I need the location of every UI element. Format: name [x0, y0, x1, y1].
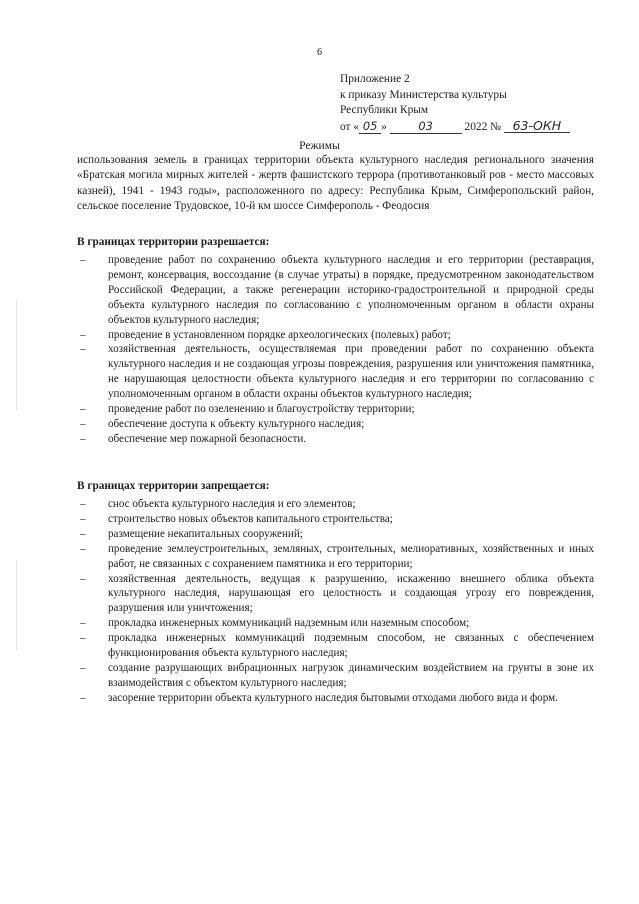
order-number-handwritten: 63-ОКН	[504, 119, 570, 133]
list-marker: –	[80, 512, 86, 525]
list-item: – проведение в установленном порядке археологических (полевых) работ;	[80, 328, 451, 341]
page-number: 6	[317, 47, 322, 58]
prohibited-list	[77, 497, 594, 706]
list-marker: –	[80, 661, 86, 674]
list-marker: –	[80, 527, 86, 540]
date-month-handwritten: 03	[390, 120, 462, 134]
appendix-region: Республики Крым	[340, 104, 429, 116]
date-prefix: от «	[340, 120, 360, 133]
appendix-order-ref: к приказу Министерства культуры	[340, 88, 507, 101]
list-item: – прокладка инженерных коммуникаций подземным способом, не связанных с обеспечением функционирования объекта культурного наследия;	[80, 632, 594, 660]
intro-paragraph: использования земель в границах территории объекта культурного наследия регионального значения «Братская могила мирных жителей - жертв фашистского террора (противотанковый ров - место массовых казней), 1941 - 1943 годы», расположенного по адресу: Республика Крым, Симферопольский район, сельское поселение Трудовское, 10-й км шоссе Симферополь - Феодосия	[77, 154, 594, 212]
list-item: – хозяйственная деятельность, осуществляемая при проведении работ по сохранению объекта культурного наследия и не создающая угрозы повреждения, разрушения или уничтожения памятника, не нарушающая целостности объекта культурного наследия и его территории по согласованию с уполномоченным органом в области охраны объектов культурного наследия;	[80, 343, 594, 401]
list-item: – обеспечение мер пожарной безопасности.	[80, 432, 307, 445]
list-marker: –	[80, 254, 86, 266]
prohibited-section-title: В границах территории запрещается:	[77, 480, 270, 492]
list-marker: –	[80, 328, 86, 341]
list-marker: –	[80, 632, 86, 645]
appendix-title: Приложение 2	[340, 73, 410, 85]
permitted-list	[77, 253, 594, 447]
list-item: – засорение территории объекта культурного наследия бытовыми отходами любого вида и форм.	[80, 691, 558, 704]
date-year: 2022 №	[464, 120, 501, 133]
permitted-section-title: В границах территории разрешается:	[77, 236, 270, 248]
list-marker: –	[80, 617, 86, 630]
list-marker: –	[80, 498, 86, 510]
list-item: – проведение работ по озеленению и благоустройству территории;	[80, 403, 415, 416]
date-sep: »	[381, 120, 387, 133]
list-item: – прокладка инженерных коммуникаций надземным или наземным способом;	[80, 617, 470, 630]
scan-artifact	[16, 300, 17, 410]
list-item: – проведение землеустроительных, земляных, строительных, мелиоративных, хозяйственных и иных работ, не связанных с сохранением памятника и его территории;	[80, 542, 594, 570]
document-heading: Режимы	[299, 139, 340, 152]
date-day-handwritten: 05	[359, 120, 381, 134]
list-marker: –	[80, 432, 86, 445]
list-marker: –	[80, 403, 86, 416]
list-marker: –	[80, 542, 86, 555]
list-marker: –	[80, 343, 86, 356]
list-item: – снос объекта культурного наследия и его элементов;	[80, 498, 356, 510]
list-item: – обеспечение доступа к объекту культурного наследия;	[80, 417, 365, 430]
list-item: – строительство новых объектов капитального строительства;	[80, 512, 393, 525]
list-marker: –	[80, 691, 86, 704]
list-item: – создание разрушающих вибрационных нагрузок динамическим воздействием на грунты в зоне их взаимодействия с объектом культурного наследия;	[80, 661, 594, 689]
list-marker: –	[80, 572, 86, 585]
list-item: – хозяйственная деятельность, ведущая к разрушению, искажению внешнего облика объекта культурного наследия, нарушающая его целостность и создающая угрозу его повреждения, разрушения или уничтожения;	[80, 572, 594, 615]
list-marker: –	[80, 417, 86, 430]
list-item: – размещение некапитальных сооружений;	[80, 527, 303, 540]
appendix-header	[340, 72, 600, 135]
appendix-date-line	[340, 119, 600, 136]
scan-artifact	[16, 560, 17, 650]
list-item: – проведение работ по сохранению объекта культурного наследия и его территории (реставрация, ремонт, консервация, воссоздание (в случае утраты) в порядке, предусмотренном законодательством Российской Федерации, а также регенерации историко-градостроительной и природной среды объекта культурного наследия по согласованию с уполномоченным органом в области охраны объектов культурного наследия;	[80, 254, 594, 326]
